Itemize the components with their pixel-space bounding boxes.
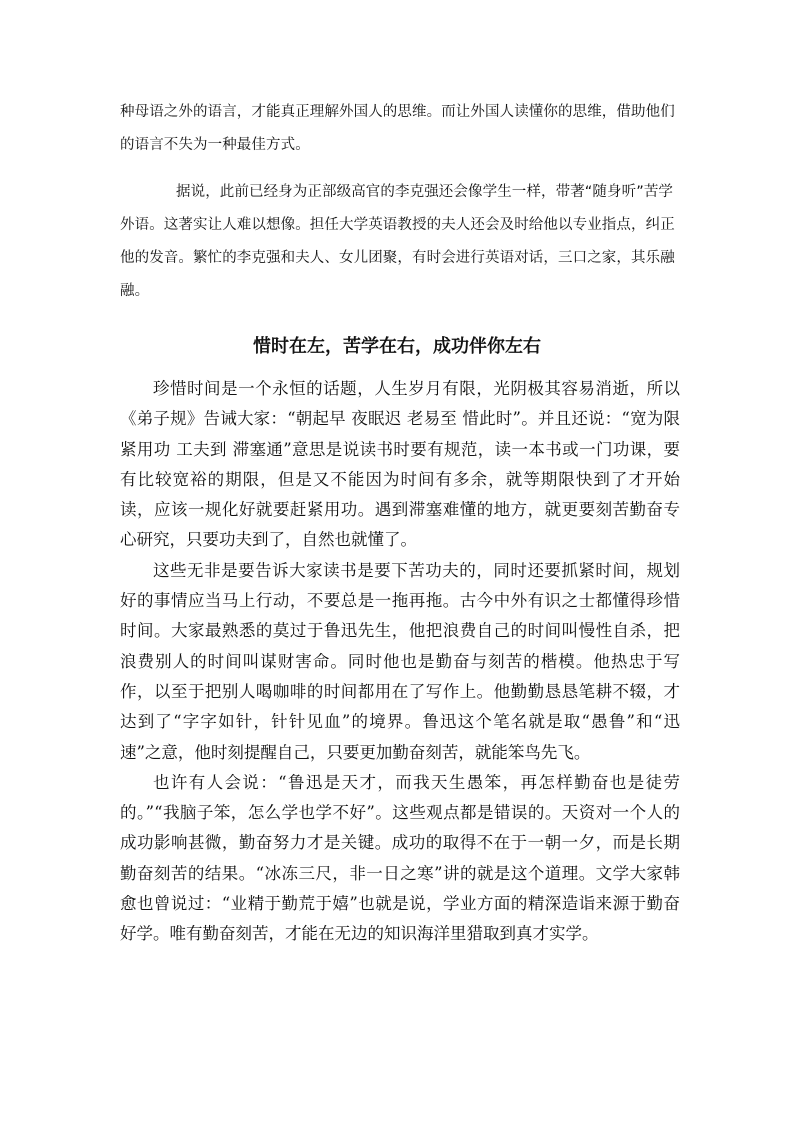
- paragraph: 种母语之外的语言，才能真正理解外国人的思维。而让外国人读懂你的思维，借助他们的语言不失为一种最佳方式。: [120, 104, 675, 153]
- section-title: 惜时在左，苦学在右，成功伴你左右: [253, 336, 541, 357]
- paragraph: 据说，此前已经身为正部级高官的李克强还会像学生一样，带著“随身听”苦学外语。这著实让人难以想像。担任大学英语教授的夫人还会及时给他以专业指点，纠正他的发音。繁忙的李克强和夫人、女儿团聚，有时会进行英语对话，三口之家，其乐融融。: [120, 184, 675, 299]
- paragraph-gap: [120, 162, 680, 176]
- intro-section: [120, 96, 680, 308]
- essay-body: [120, 374, 680, 950]
- paragraph: 这些无非是要告诉大家读书是要下苦功夫的，同时还要抓紧时间，规划好的事情应当马上行动，不要总是一拖再拖。古今中外有识之士都懂得珍惜时间。大家最熟悉的莫过于鲁迅先生，他把浪费自己的时间叫慢性自杀，把浪费别人的时间叫谋财害命。同时他也是勤奋与刻苦的楷模。他热忠于写作，以至于把别人喝咖啡的时间都用在了写作上。他勤勤恳恳笔耕不辍，才达到了“字字如针，针针见血”的境界。鲁迅这个笔名就是取“愚鲁”和“迅速”之意，他时刻提醒自己，只要更加勤奋刻苦，就能笨鸟先飞。: [120, 560, 680, 762]
- paragraph: 也许有人会说：“鲁迅是天才，而我天生愚笨，再怎样勤奋也是徒劳的。”“我脑子笨，怎么学也学不好”。这些观点都是错误的。天资对一个人的成功影响甚微，勤奋努力才是关键。成功的取得不在于一朝一夕，而是长期勤奋刻苦的结果。“冰冻三尺，非一日之寒”讲的就是这个道理。文学大家韩愈也曾说过：“业精于勤荒于嬉”也就是说，学业方面的精深造诣来源于勤奋好学。唯有勤奋刻苦，才能在无边的知识海洋里猎取到真才实学。: [120, 772, 680, 944]
- paragraph: 珍惜时间是一个永恒的话题，人生岁月有限，光阴极其容易消逝，所以《弟子规》告诫大家：“朝起早 夜眠迟 老易至 惜此时”。并且还说：“宽为限 紧用功 工夫到 滞塞通”意思是说读书时要有规范，读一本书或一门功课，要有比较宽裕的期限，但是又不能因为时间有多余，就等期限快到了才开始读，应该一规化好就要赶紧用功。遇到滞塞难懂的地方，就更要刻苦勤奋专心研究，只要功夫到了，自然也就懂了。: [120, 379, 680, 550]
